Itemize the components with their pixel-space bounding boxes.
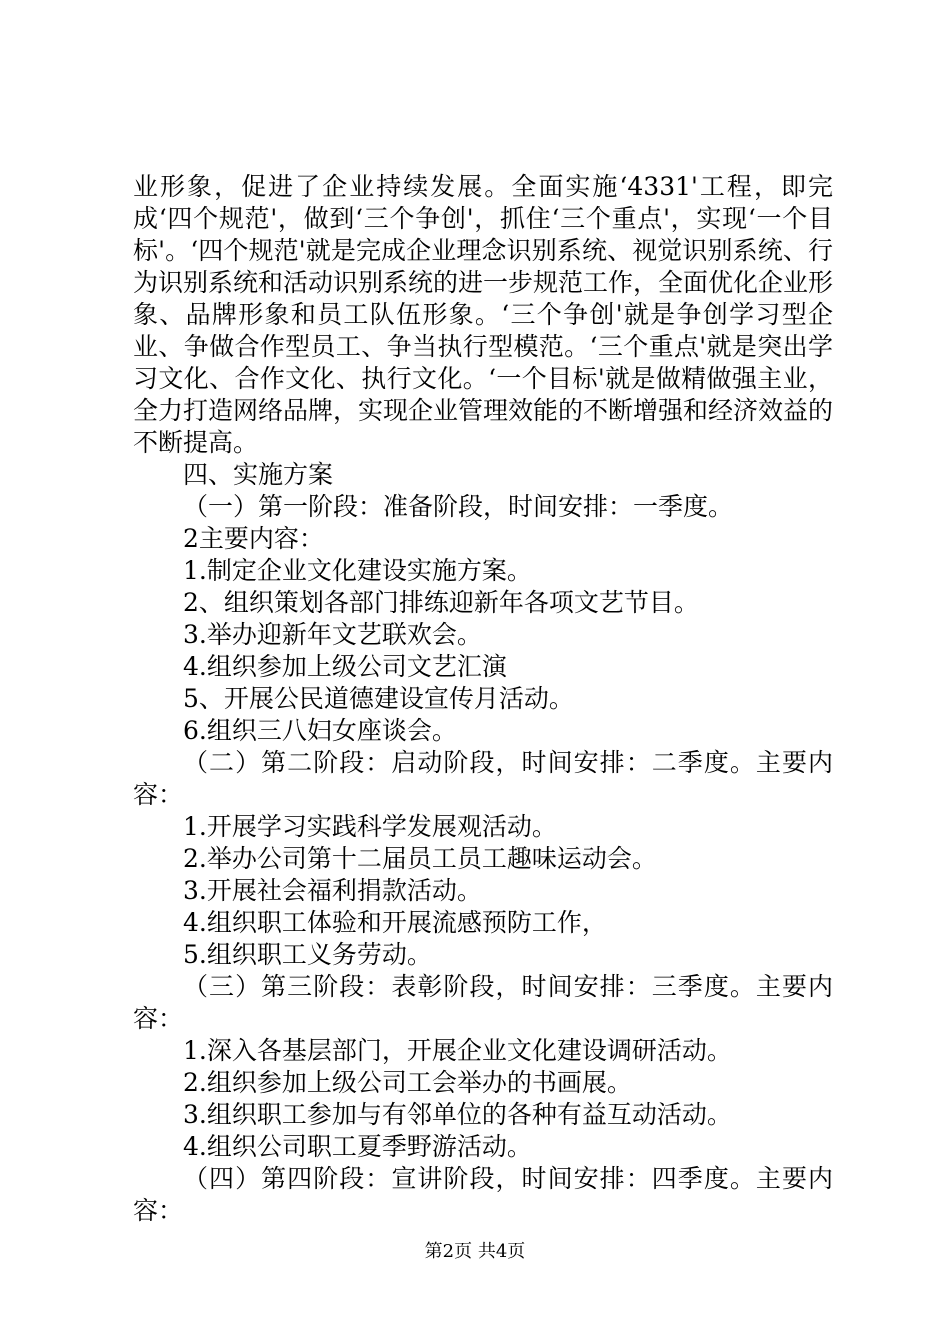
paragraph-intro: 业形象，促进了企业持续发展。全面实施‘4331'工程，即完成‘四个规范'，做到‘三个争创'，抓住‘三个重点'，实现‘一个目标'。‘四个规范'就是完成企业理念识别系统、视觉识别系统、行为识别系统和活动识别系统的进一步规范工作，全面优化企业形象、品牌形象和员工队伍形象。‘三个争创'就是争创学习型企业、争做合作型员工、争当执行型模范。‘三个重点'就是突出学习文化、合作文化、执行文化。‘一个目标'就是做精做强主业，全力打造网络品牌，实现企业管理效能的不断增强和经济效益的不断提高。 — [133, 172, 834, 457]
list-item: 1.制定企业文化建设实施方案。 — [183, 556, 532, 585]
list-item: 2.组织参加上级公司工会举办的书画展。 — [183, 1068, 632, 1097]
list-item: 4.组织职工体验和开展流感预防工作， — [183, 908, 607, 937]
main-content-label: 2主要内容： — [183, 524, 324, 553]
list-item: 6.组织三八妇女座谈会。 — [183, 716, 457, 745]
document-body — [133, 171, 833, 1227]
stage-three-heading: （三）第三阶段：表彰阶段，时间安排：三季度。主要内容： — [133, 972, 833, 1033]
list-item: 1.深入各基层部门，开展企业文化建设调研活动。 — [183, 1036, 732, 1065]
list-item: 5、开展公民道德建设宣传月活动。 — [183, 684, 574, 713]
list-item: 3.举办迎新年文艺联欢会。 — [183, 620, 482, 649]
stage-four-heading: （四）第四阶段：宣讲阶段，时间安排：四季度。主要内容： — [133, 1164, 833, 1225]
list-item: 4.组织公司职工夏季野游活动。 — [183, 1132, 532, 1161]
list-item: 3.组织职工参加与有邻单位的各种有益互动活动。 — [183, 1100, 732, 1129]
list-item: 4.组织参加上级公司文艺汇演 — [183, 652, 507, 681]
list-item: 2.举办公司第十二届员工员工趣味运动会。 — [183, 844, 657, 873]
list-item: 2、组织策划各部门排练迎新年各项文艺节目。 — [183, 588, 699, 617]
stage-one-heading: （一）第一阶段：准备阶段，时间安排：一季度。 — [183, 492, 734, 521]
stage-two-heading: （二）第二阶段：启动阶段，时间安排：二季度。主要内容： — [133, 748, 833, 809]
list-item: 1.开展学习实践科学发展观活动。 — [183, 812, 557, 841]
page-number-footer: 第2页 共4页 — [424, 1241, 526, 1262]
list-item: 5.组织职工义务劳动。 — [183, 940, 432, 969]
section-heading: 四、实施方案 — [183, 460, 334, 489]
list-item: 3.开展社会福利捐款活动。 — [183, 876, 482, 905]
